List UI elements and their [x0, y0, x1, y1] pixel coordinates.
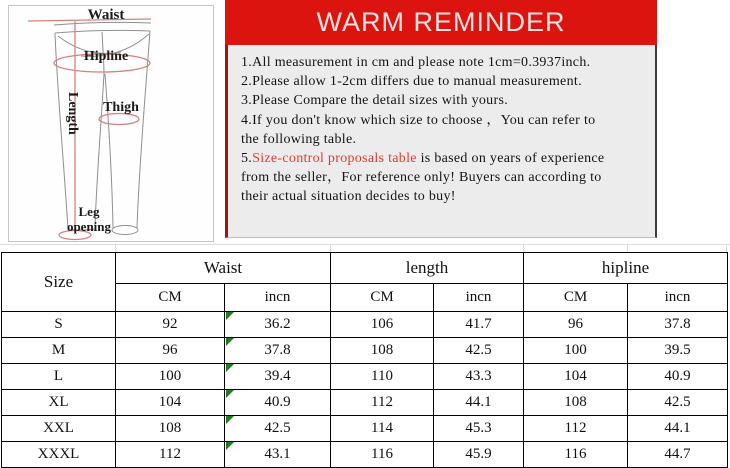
cell-waist-inch: 42.5 [225, 416, 331, 442]
cell-waist-inch: 43.1 [225, 442, 331, 468]
length-label: Length [65, 92, 80, 135]
warm-reminder-panel [225, 0, 657, 238]
cell-size: XL [2, 390, 116, 416]
pants-measure-diagram [8, 5, 214, 242]
cell-length-cm: 106 [331, 312, 434, 338]
unit-header-waist-inch: incn [225, 284, 331, 312]
cell-length-cm: 114 [331, 416, 434, 442]
cell-waist-cm: 96 [116, 338, 225, 364]
cell-waist-inch: 36.2 [225, 312, 331, 338]
cell-hipline-inch: 37.8 [628, 312, 728, 338]
col-group-length: length [331, 253, 524, 284]
unit-header-hipline-cm: CM [524, 284, 628, 312]
unit-header-length-inch: incn [434, 284, 524, 312]
ghost-gridline-horizontal [0, 244, 730, 245]
cell-hipline-cm: 100 [524, 338, 628, 364]
cell-length-cm: 110 [331, 364, 434, 390]
cell-size: L [2, 364, 116, 390]
reminder-line-5 [241, 149, 655, 168]
cell-hipline-inch: 40.9 [628, 364, 728, 390]
cell-size: XXXL [2, 442, 116, 468]
ghost-gridline-tick [115, 244, 116, 252]
cell-length-inch: 44.1 [434, 390, 524, 416]
waist-label: Waist [87, 7, 125, 23]
reminder-line-4: 4.If you don't know which size to choose ，You can refer to [241, 112, 596, 128]
col-group-hipline: hipline [524, 253, 728, 284]
reminder-line-5b: from the seller，For reference only! Buyers can according to [241, 170, 602, 186]
cell-length-cm: 116 [331, 442, 434, 468]
cell-hipline-cm: 112 [524, 416, 628, 442]
cell-hipline-inch: 44.7 [628, 442, 728, 468]
cell-hipline-inch: 42.5 [628, 390, 728, 416]
cell-waist-cm: 104 [116, 390, 225, 416]
cell-length-cm: 112 [331, 390, 434, 416]
reminder-line-1: 1.All measurement in cm and please note 1cm=0.3937inch. [241, 55, 591, 70]
thigh-measure-ellipse [99, 114, 139, 125]
cell-hipline-cm: 96 [524, 312, 628, 338]
unit-header-waist-cm: CM [116, 284, 225, 312]
cell-size: XXL [2, 416, 116, 442]
unit-header-hipline-inch: incn [628, 284, 728, 312]
table-row-l [2, 364, 728, 390]
cell-length-inch: 42.5 [434, 338, 524, 364]
ghost-gridline-tick [523, 244, 524, 252]
cell-length-cm: 108 [331, 338, 434, 364]
cell-waist-cm: 92 [116, 312, 225, 338]
cell-waist-cm: 112 [116, 442, 225, 468]
cell-hipline-inch: 44.1 [628, 416, 728, 442]
table-row-m [2, 338, 728, 364]
table-row-s [2, 312, 728, 338]
table-row-xl [2, 390, 728, 416]
reminder-line-2: 2.Please allow 1-2cm differs due to manual measurement. [241, 74, 582, 90]
pants-diagram-svg [9, 6, 213, 241]
cell-waist-cm: 100 [116, 364, 225, 390]
cell-waist-inch: 39.4 [225, 364, 331, 390]
cell-length-inch: 43.3 [434, 364, 524, 390]
cell-hipline-cm: 104 [524, 364, 628, 390]
table-row-xxl [2, 416, 728, 442]
table-row-xxxl [2, 442, 728, 468]
cell-size: S [2, 312, 116, 338]
size-table [1, 252, 728, 468]
cell-hipline-cm: 116 [524, 442, 628, 468]
cell-waist-inch: 40.9 [225, 390, 331, 416]
hipline-label: Hipline [83, 49, 129, 64]
warm-reminder-banner [225, 0, 657, 45]
warm-reminder-body [225, 45, 657, 238]
leg-opening-label-line2: opening [66, 219, 112, 234]
cell-length-inch: 45.9 [434, 442, 524, 468]
cell-length-inch: 41.7 [434, 312, 524, 338]
cell-size: M [2, 338, 116, 364]
leg-opening-label-line1: Leg [78, 204, 100, 219]
cell-waist-inch: 37.8 [225, 338, 331, 364]
unit-header-length-cm: CM [331, 284, 434, 312]
table-header-group-row [2, 253, 728, 284]
cell-hipline-cm: 108 [524, 390, 628, 416]
col-group-waist: Waist [116, 253, 331, 284]
cell-waist-cm: 108 [116, 416, 225, 442]
reminder-line-5-highlight: Size-control proposals table [252, 151, 417, 167]
reminder-line-3: 3.Please Compare the detail sizes with yours. [241, 93, 508, 109]
ghost-gridline-tick [726, 244, 727, 252]
ghost-gridline-tick [330, 244, 331, 252]
cell-length-inch: 45.3 [434, 416, 524, 442]
warm-reminder-title: WARM REMINDER [316, 7, 566, 37]
ghost-gridline-tick [627, 244, 628, 252]
col-header-size: Size [2, 253, 116, 312]
reminder-line-5c: their actual situation decides to buy! [241, 189, 456, 205]
reminder-line-5-prefix: 5. [241, 151, 253, 167]
reminder-line-5-rest: is based on years of experience [416, 151, 605, 167]
cell-hipline-inch: 39.5 [628, 338, 728, 364]
reminder-line-4b: the following table. [241, 131, 357, 147]
thigh-label: Thigh [103, 100, 139, 115]
